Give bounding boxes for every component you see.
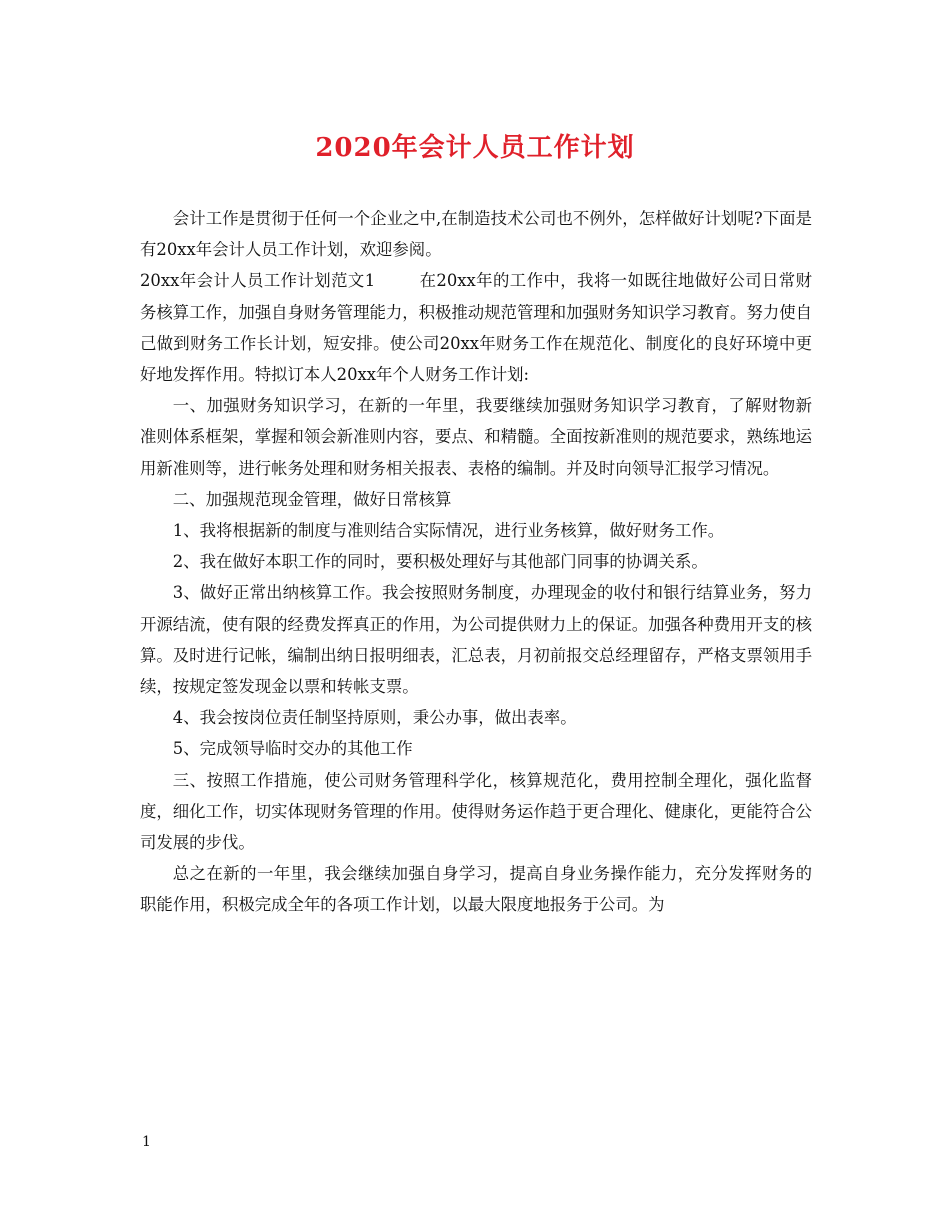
intro-paragraph: 会计工作是贯彻于任何一个企业之中,在制造技术公司也不例外，怎样做好计划呢?下面是有20xx年会计人员工作计划，欢迎参阅。 (140, 209, 812, 260)
item-1-paragraph: 1、我将根据新的制度与准则结合实际情况，进行业务核算，做好财务工作。 (172, 521, 725, 541)
item-2-paragraph: 2、我在做好本职工作的同时，要积极处理好与其他部门同事的协调关系。 (172, 552, 708, 572)
sample-heading: 20xx年会计人员工作计划范文1 (140, 271, 376, 291)
sample-text: 在20xx年的工作中，我将一如既往地做好公司日常财务核算工作，加强自身财务管理能力，积极推动规范管理和加强财务知识学习教育。努力使自己做到财务工作长计划，短安排。使公司20xx年财务工作在规范化、制度化的良好环境中更好地发挥作用。特拟订本人20xx年个人财务工作计划: (140, 271, 813, 385)
sample-paragraph (140, 265, 812, 390)
item-5-paragraph: 5、完成领导临时交办的其他工作 (172, 739, 413, 759)
document-body (140, 203, 812, 921)
section-1-paragraph: 一、加强财务知识学习，在新的一年里，我要继续加强财务知识学习教育，了解财物新准则体系框架，掌握和领会新准则内容，要点、和精髓。全面按新准则的规范要求，熟练地运用新准则等，进行帐务处理和财务相关报表、表格的编制。并及时向领导汇报学习情况。 (140, 396, 813, 478)
conclusion-paragraph: 总之在新的一年里，我会继续加强自身学习，提高自身业务操作能力，充分发挥财务的职能作用，积极完成全年的各项工作计划，以最大限度地报务于公司。为 (140, 864, 812, 915)
item-3-paragraph: 3、做好正常出纳核算工作。我会按照财务制度，办理现金的收付和银行结算业务，努力开源结流，使有限的经费发挥真正的作用，为公司提供财力上的保证。加强各种费用开支的核算。及时进行记帐，编制出纳日报明细表，汇总表，月初前报交总经理留存，严格支票领用手续，按规定签发现金以票和转帐支票。 (140, 583, 813, 697)
section-2-heading: 二、加强规范现金管理，做好日常核算 (172, 489, 452, 509)
section-3-paragraph: 三、按照工作措施，使公司财务管理科学化，核算规范化，费用控制全理化，强化监督度，细化工作，切实体现财务管理的作用。使得财务运作趋于更合理化、健康化，更能符合公司发展的步伐。 (140, 770, 813, 853)
document-title: 2020年会计人员工作计划 (315, 133, 635, 163)
item-4-paragraph: 4、我会按岗位责任制坚持原则，秉公办事，做出表率。 (172, 708, 577, 728)
page-number: 1 (142, 1134, 151, 1150)
